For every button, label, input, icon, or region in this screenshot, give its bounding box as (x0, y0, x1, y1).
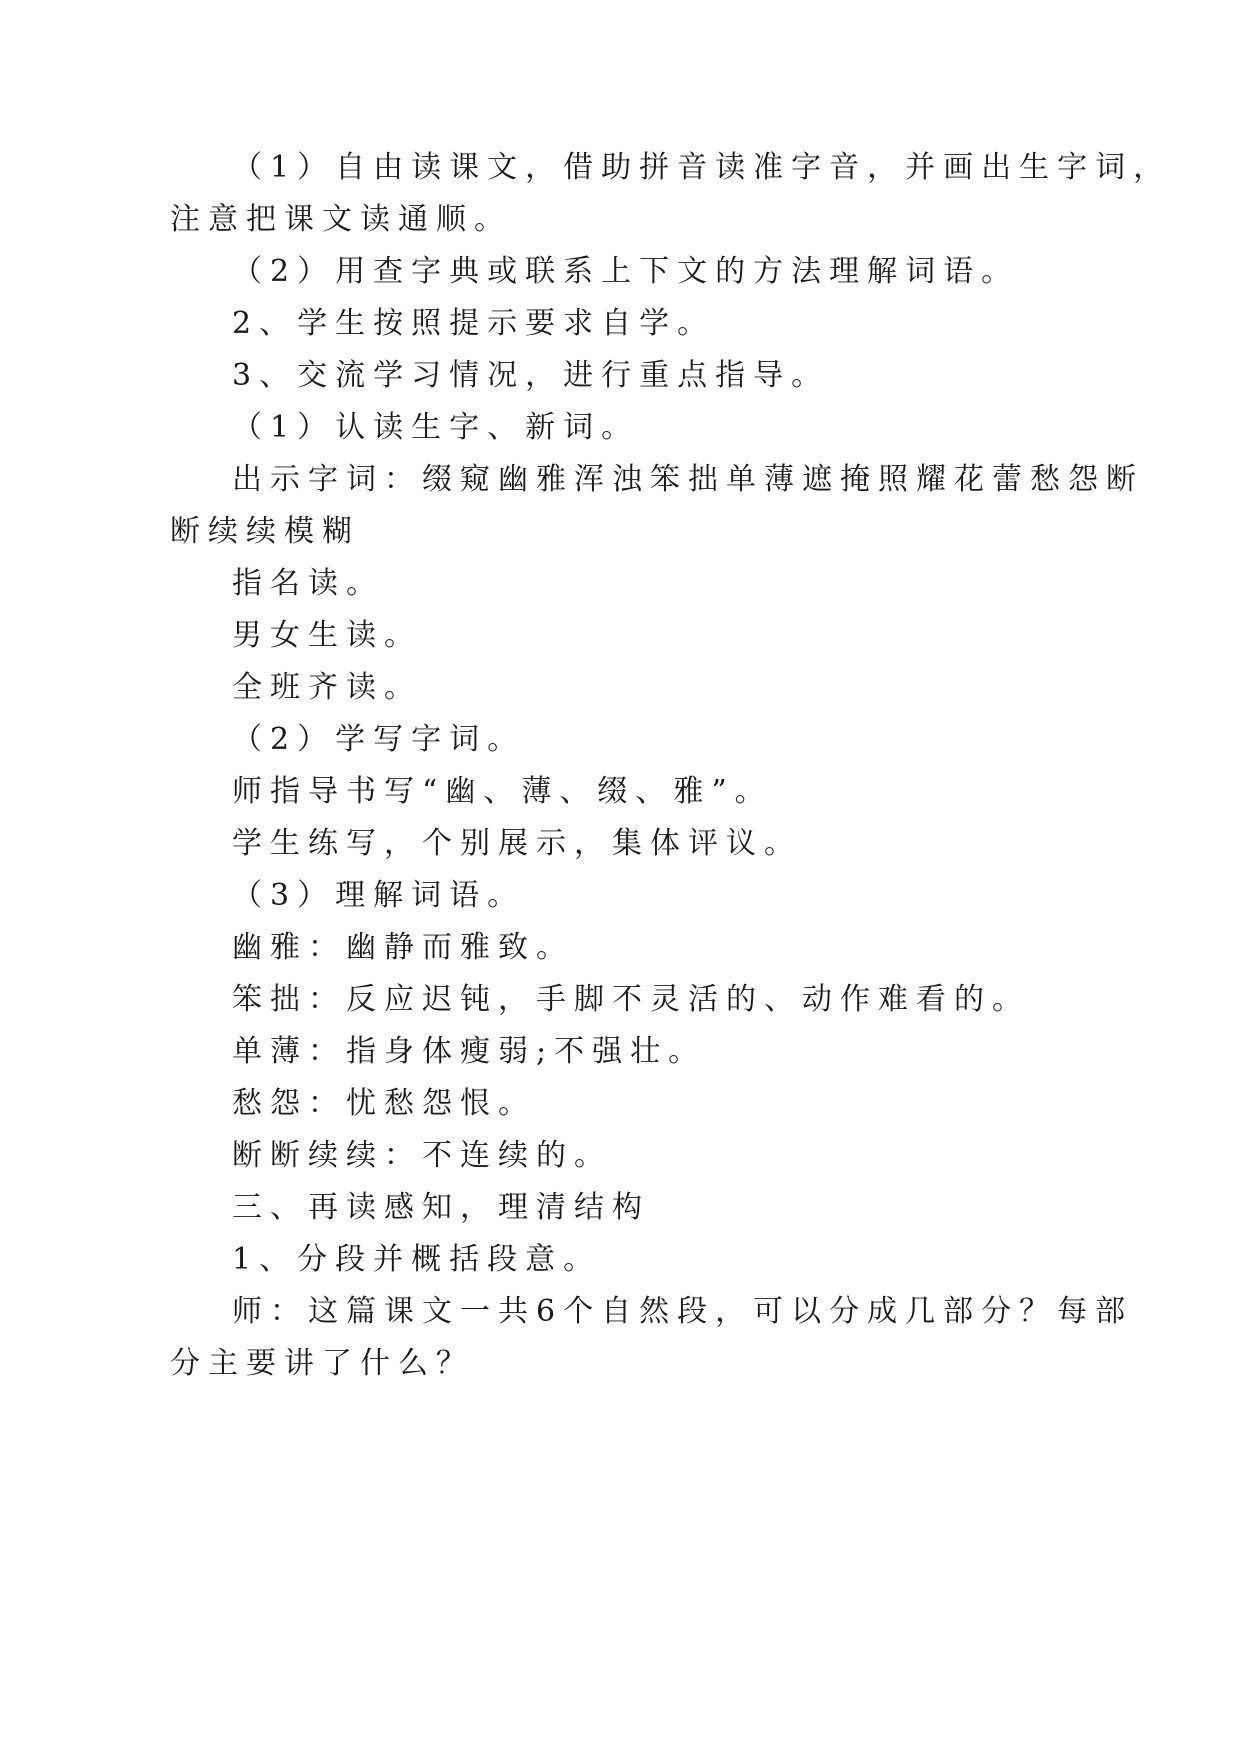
text-line: （3）理解词语。 (232, 878, 526, 913)
text-line: 注意把课文读通顺。 (170, 202, 512, 237)
text-line: （1）认读生字、新词。 (232, 410, 640, 445)
text-line: 分主要讲了什么？ (170, 1346, 474, 1381)
text-line: 出示字词：缀窥幽雅浑浊笨拙单薄遮掩照耀花蕾愁怨断 (232, 462, 1144, 497)
text-line: （2）用查字典或联系上下文的方法理解词语。 (232, 254, 1020, 289)
text-line: 指名读。 (232, 566, 384, 601)
text-line: 师指导书写“幽、薄、缀、雅”。 (232, 774, 773, 809)
text-line: 男女生读。 (232, 618, 422, 653)
text-line: 笨拙：反应迟钝，手脚不灵活的、动作难看的。 (232, 982, 1030, 1017)
text-line: 2、学生按照提示要求自学。 (232, 306, 716, 341)
text-line: 三、再读感知，理清结构 (232, 1190, 650, 1225)
text-line: （2）学写字词。 (232, 722, 526, 757)
text-line: 断续续模糊 (170, 514, 360, 549)
text-line: 学生练写，个别展示，集体评议。 (232, 826, 802, 861)
text-line: 3、交流学习情况，进行重点指导。 (232, 358, 830, 393)
text-line: 幽雅：幽静而雅致。 (232, 930, 574, 965)
text-line: 师：这篇课文一共6个自然段，可以分成几部分？每部 (232, 1294, 1134, 1329)
text-line: 全班齐读。 (232, 670, 422, 705)
text-line: 断断续续：不连续的。 (232, 1138, 612, 1173)
text-line: 1、分段并概括段意。 (232, 1242, 602, 1277)
text-line: 愁怨：忧愁怨恨。 (232, 1086, 536, 1121)
text-line: 单薄：指身体瘦弱;不强壮。 (232, 1034, 707, 1069)
text-line: （1）自由读课文，借助拼音读准字音，并画出生字词， (232, 150, 1172, 185)
